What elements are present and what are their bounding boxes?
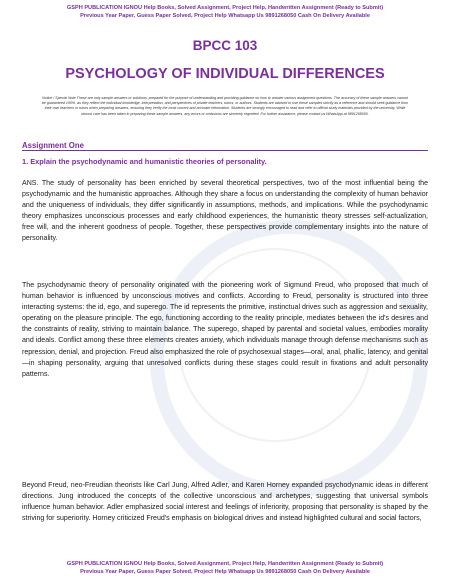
header-line-1: GSPH PUBLICATION IGNOU Help Books, Solved Assignment, Project Help, Handwritten Assignment (Ready to Submit) <box>66 5 384 11</box>
answer-paragraph-2: The psychodynamic theory of personality originated with the pioneering work of Sigmund Freud, who proposed that much of human behavior is influenced by unconscious motives and conflicts. According to Freud, personality is structured into three interacting systems: the id, ego, and superego. The id represents the primitive, instinctual drives such as aggression and sexuality, operating on the pleasure principle. The ego, functioning according to the reality principle, mediates between the id's desires and the constraints of reality, striving to maintain balance. The superego, shaped by parental and societal values, embodies morality and ideals. Conflict among these three elements creates anxiety, which individuals manage through defense mechanisms such as repression, denial, and projection. Freud also emphasized the role of psychosexual stages—oral, anal, phallic, latency, and genital—in shaping personality, arguing that unresolved conflicts during these stages could result in fixations and adult personality patterns. <box>22 282 428 378</box>
answer-paragraph-3: Beyond Freud, neo-Freudian theorists like Carl Jung, Alfred Adler, and Karen Horney expanded psychodynamic ideas in different directions. Jung introduced the concepts of the collective unconscious and archetypes, suggesting that universal symbols influence human behavior. Adler emphasized social interest and feelings of inferiority, proposing that personality is shaped by the striving for superiority. Horney criticized Freud's emphasis on biological drives and instead highlighted cultural and social factors, <box>22 482 428 523</box>
course-code: BPCC 103 <box>192 38 258 53</box>
section-divider <box>22 150 428 151</box>
course-title: PSYCHOLOGY OF INDIVIDUAL DIFFERENCES <box>65 66 385 82</box>
footer-line-2: Previous Year Paper, Guess Paper Solved, Project Help Whatsapp Us 9891268050 Cash On Delivery Available <box>80 569 370 575</box>
notice-text: Notice / Special Note These are only sample answers or solutions, prepared for the purpose of understanding and providing guidance on how to answer various assignment questions. The accuracy of these sample answers cannot be guaranteed 100%, as they reflect the individual knowledge, interpretation, and perspectives of private teachers, tutors, or authors. Students are advised to use these samples strictly as a reference and should seek guidance from their own teachers or tutors when preparing answers, ensuring they verify the most current and accurate information. Students are strongly encouraged to read and refer to official study materials provided by the university. While utmost care has been taken in preparing these sample answers, any errors or omissions are sincerely regretted. For further assistance, please contact us WhatsApp at 9891268050. <box>41 96 409 116</box>
answer-paragraph-1: ANS. The study of personality has been enriched by several theoretical perspectives, two of the most influential being the psychodynamic and the humanistic approaches. Although they share a focus on understanding the complexity of human behavior and the uniqueness of individuals, they differ significantly in assumptions, methods, and implications. While the psychodynamic theory emphasizes unconscious processes and early childhood experiences, the humanistic theory stresses self-actualization, free will, and the inherent goodness of people. Together, these perspectives provide complementary insights into the nature of personality. <box>22 180 428 243</box>
header-banner <box>0 4 450 20</box>
question-heading: 1. Explain the psychodynamic and humanistic theories of personality. <box>22 157 267 166</box>
header-line-2: Previous Year Paper, Guess Paper Solved, Project Help Whatsapp Us 9891268050 Cash On Delivery Available <box>80 13 370 19</box>
footer-banner <box>0 560 450 576</box>
assignment-label: Assignment One <box>22 141 84 150</box>
footer-line-1: GSPH PUBLICATION IGNOU Help Books, Solved Assignment, Project Help, Handwritten Assignment (Ready to Submit) <box>66 561 384 567</box>
